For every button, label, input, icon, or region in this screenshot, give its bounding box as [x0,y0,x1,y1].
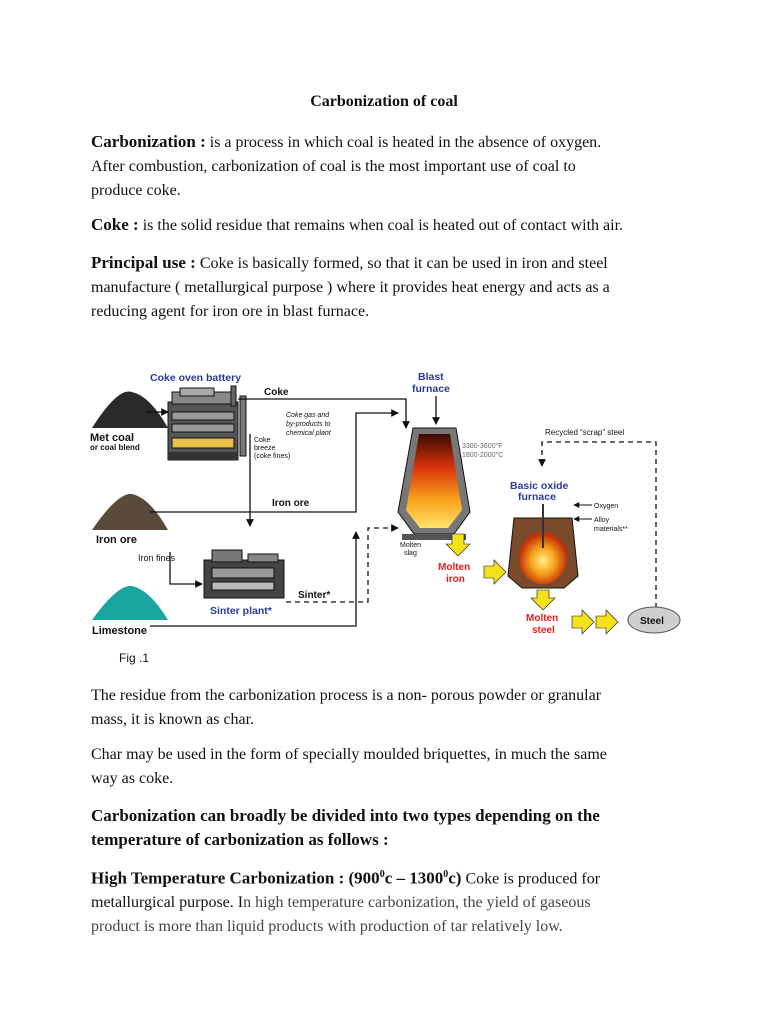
principal-use-line3: reducing agent for iron ore in blast furnace. [91,303,370,320]
steelmaking-figure [88,362,688,647]
bof-line2: furnace [518,491,556,503]
char-line1: The residue from the carbonization process is a non- porous powder or granular [91,687,602,704]
steel-label: Steel [640,616,664,627]
oxygen-label: Oxygen [594,503,619,510]
htc-text: Coke is produced for [461,870,601,888]
htc-sup2: 0 [443,869,449,880]
htc-term-b: c – 1300 [384,868,444,888]
char-briquettes-paragraph [91,743,691,791]
coal-blend-label: or coal blend [90,443,140,452]
met-coal-label: Met coal [90,432,135,444]
principal-use-term: Principal use : [91,253,196,272]
carbonization-text: is a process in which coal is heated in the absence of oxygen. [205,134,602,151]
temp-fahrenheit: 3300-3600°F [462,443,503,450]
page-title: Carbonization of coal [310,93,458,110]
htc-term-a: High Temperature Carbonization : (900 [91,868,380,888]
steel-down-arrow [531,590,555,610]
molten-slag-line2: slag [404,550,417,557]
coke-text: is the solid residue that remains when coal is heated out of contact with air. [138,217,624,234]
carbonization-definition [91,130,691,203]
principal-use-text: Coke is basically formed, so that it can be used in iron and steel [195,255,608,272]
principal-use [91,251,691,324]
carbonization-line3: produce coke. [91,182,181,199]
basic-oxide-furnace-icon [508,504,578,588]
iron-right-arrow [484,560,506,584]
briquettes-line1: Char may be used in the form of specially moulded briquettes, in much the same [91,746,607,763]
alloy-line1: Alloy [594,517,610,524]
met-coal-pile [92,391,168,428]
figure-caption: Fig .1 [119,651,150,665]
coke-flow-label: Coke [264,387,289,398]
principal-use-line2: manufacture ( metallurgical purpose ) where it provides heat energy and acts as a [91,279,610,296]
scrap-steel-label: Recycled “scrap” steel [545,428,625,437]
sinter-plant-icon [204,550,284,598]
iron-ore-label: Iron ore [96,534,137,546]
char-line2: mass, it is known as char. [91,711,255,728]
molten-slag-line1: Molten [400,542,422,549]
coke-breeze-line1: Coke [254,437,271,444]
htc-term-c: c) [448,868,462,888]
bof-line1: Basic oxide [510,480,569,492]
alloy-line2: materials** [594,526,628,533]
htc-line2b: n high temperature carbonization, the yield of gaseous [243,894,591,912]
high-temp-carbonization [91,863,691,939]
molten-iron-line2: iron [446,574,465,585]
char-residue-paragraph [91,684,691,732]
coke-oven-battery-icon [168,386,246,460]
blast-furnace-icon [398,428,470,540]
sinter-flow-label: Sinter* [298,590,331,601]
limestone-label: Limestone [92,625,148,637]
iron-ore-flow-label: Iron ore [272,498,310,509]
briquettes-line2: way as coke. [91,770,174,787]
htc-line2a: metallurgical purpose. I [91,894,244,912]
limestone-pile [92,586,168,620]
molten-iron-line1: Molten [438,562,471,573]
carbonization-term: Carbonization : [91,132,206,151]
molten-steel-line1: Molten [526,613,559,624]
htc-line3: product is more than liquid products with production of tar relatively low. [91,918,563,936]
sinter-plant-label: Sinter plant* [210,605,272,617]
molten-steel-line2: steel [532,625,555,636]
gas-line2: by-products to [286,421,331,428]
types-heading [91,804,691,852]
coke-term: Coke : [91,215,139,234]
types-heading-line1: Carbonization can broadly be divided into two types depending on the [91,806,600,825]
gas-line3: chemical plant [286,430,331,437]
gas-line1: Coke gas and [286,412,330,419]
types-heading-line2: temperature of carbonization as follows : [91,830,389,849]
furnace-label: furnace [412,383,450,395]
coke-oven-battery-label: Coke oven battery [150,372,242,384]
coke-breeze-line3: (coke fines) [254,453,291,460]
coke-definition [91,213,691,238]
htc-sup1: 0 [379,869,385,880]
steel-right-arrow-2 [596,610,618,634]
coke-breeze-line2: breeze [254,445,276,452]
steel-right-arrow-1 [572,610,594,634]
carbonization-line2: After combustion, carbonization of coal is the most important use of coal to [91,158,576,175]
iron-fines-label: Iron fines [138,553,176,563]
temp-celsius: 1800-2000°C [462,452,504,459]
blast-label: Blast [418,371,444,383]
